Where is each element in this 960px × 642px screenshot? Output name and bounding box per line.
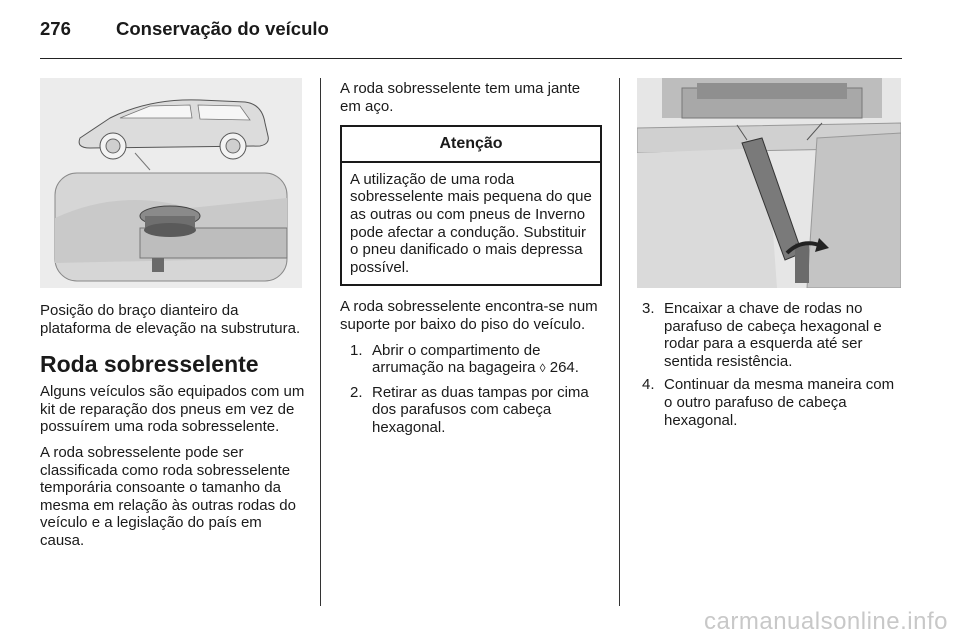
location-paragraph: A roda sobresselente encontra-se num suporte por baixo do piso do veículo. xyxy=(340,298,598,333)
column-divider-2 xyxy=(619,78,620,606)
right-column xyxy=(640,300,902,435)
lift-point-illustration xyxy=(40,78,302,288)
left-column xyxy=(40,302,308,558)
watermark: carmanualsonline.info xyxy=(704,608,948,635)
wrench-diagram xyxy=(637,78,901,288)
column-divider-1 xyxy=(320,78,321,606)
steps-list-2 xyxy=(642,300,902,429)
car-lift-diagram xyxy=(40,78,302,288)
intro-paragraph: A roda sobresselente tem uma jante em aço. xyxy=(340,80,581,115)
section-heading: Roda sobresselente xyxy=(40,351,259,378)
page-number: 276 xyxy=(40,18,71,39)
wheel-wrench-illustration xyxy=(637,78,901,288)
list-item: 4. Continuar da mesma maneira com o outro parafuso de cabeça hexagonal. xyxy=(642,376,895,429)
warning-title: Atenção xyxy=(342,127,600,163)
paragraph-kit: Alguns veículos são equipados com um kit de reparação dos pneus em vez de possuírem uma roda sobresselente. xyxy=(40,383,305,436)
list-item: 3. Encaixar a chave de rodas no parafuso de cabeça hexagonal e rodar para a esquerda até ser sentida resistência. xyxy=(642,300,882,370)
warning-box xyxy=(340,125,602,286)
list-item: 1. Abrir o compartimento de arrumação na bagageira ◊ 264. xyxy=(350,341,579,377)
warning-text: A utilização de uma roda sobresselente mais pequena do que as outras ou com pneus de Inverno pode afectar a condução. Substituir o pneu danificado o mais depressa possível. xyxy=(350,170,592,276)
list-item: 2. Retirar as duas tampas por cima dos parafusos com cabeça hexagonal. xyxy=(350,383,589,436)
paragraph-classification: A roda sobresselente pode ser classificada como roda sobresselente temporária consoante o tamanho da mesma em relação às outras rodas do veículo e a legislação do país em causa. xyxy=(40,443,296,549)
middle-column xyxy=(340,80,602,443)
page-reference-icon: ◊ xyxy=(539,361,546,376)
header-rule xyxy=(40,58,902,59)
steps-list-1 xyxy=(350,342,602,437)
page-reference: 264. xyxy=(549,359,579,377)
page-title: Conservação do veículo xyxy=(116,18,329,39)
figure-caption: Posição do braço dianteiro da plataforma de elevação na substrutura. xyxy=(40,302,301,337)
